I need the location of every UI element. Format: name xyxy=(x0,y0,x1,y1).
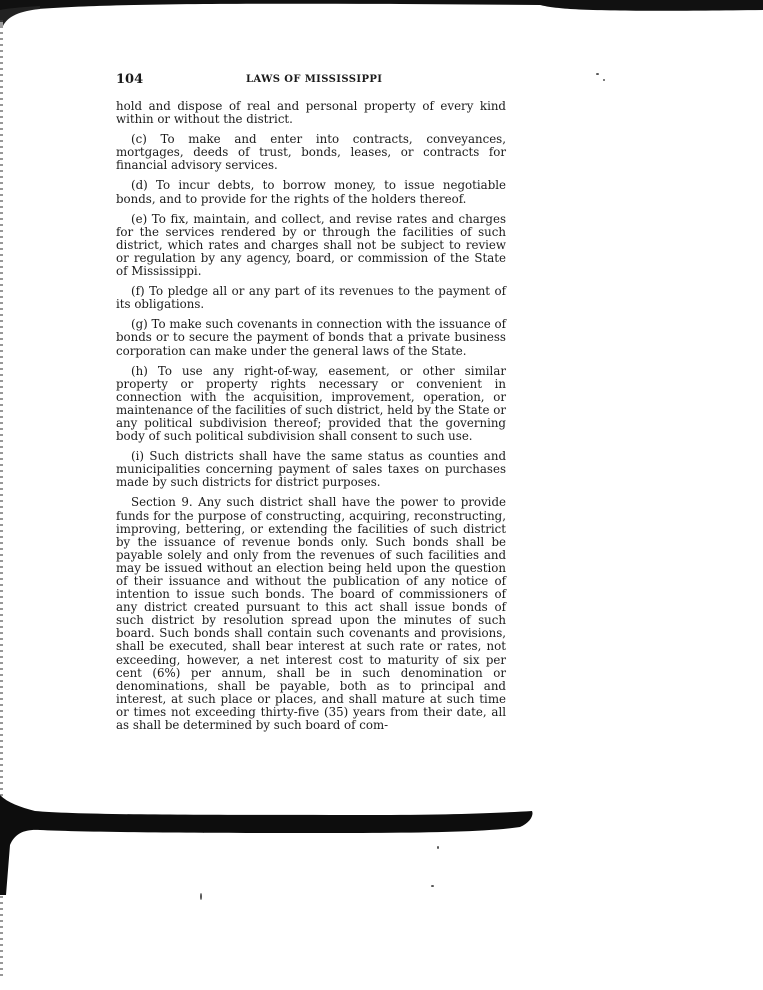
paragraph-section-9: Section 9. Any such district shall have the power to provide funds for the purpose of constructing, acquiring, reconstructing, improving, bettering, or extending the facilities of such district by the issuance of revenue bonds only. Such bonds shall be payable solely and only from the revenues of such facilities and may be issued without an election being held upon the question of their issuance and without the publication of any notice of intention to issue such bonds. The board of commissioners of any district created pursuant to this act shall issue bonds of such district by resolution spread upon the minutes of such board. Such bonds shall contain such covenants and provisions, shall be executed, shall bear interest at such rate or rates, not exceeding, however, a net interest cost to maturity of six per cent (6%) per annum, shall be in such denomination or denominations, shall be payable, both as to principal and interest, at such place or places, and shall mature at such time or times not exceeding thirty-five (35) years from their date, all as shall be determined by such board of com- xyxy=(116,495,506,733)
paragraph-i: (i) Such districts shall have the same status as counties and municipalities concerning payment of sales taxes on purchases made by such districts for district purposes. xyxy=(116,449,506,490)
scan-speck xyxy=(200,893,202,900)
running-head: LAWS OF MISSISSIPPI xyxy=(246,74,383,85)
scan-speck xyxy=(596,73,599,75)
paragraph-d: (d) To incur debts, to borrow money, to issue negotiable bonds, and to provide for the rights of the holders thereof. xyxy=(116,178,506,206)
paragraph-c: (c) To make and enter into contracts, conveyances, mortgages, deeds of trust, bonds, leases, or contracts for financial advisory services. xyxy=(116,132,506,173)
page-header xyxy=(116,72,506,90)
paragraph-f: (f) To pledge all or any part of its revenues to the payment of its obligations. xyxy=(116,284,506,312)
paragraph-continuation: hold and dispose of real and personal property of every kind within or without the district. xyxy=(116,99,506,127)
scan-top-edge-shadow xyxy=(0,0,763,26)
paragraph-g: (g) To make such covenants in connection with the issuance of bonds or to secure the payment of bonds that a private business corporation can make under the general laws of the State. xyxy=(116,317,506,358)
page-number: 104 xyxy=(116,72,144,87)
scan-speck xyxy=(437,846,439,849)
scan-speck xyxy=(431,885,434,887)
paragraph-h: (h) To use any right-of-way, easement, or other similar property or property rights necessary or convenient in connection with the acquisition, improvement, operation, or maintenance of the facilities of such district, held by the State or any political subdivision thereof; provided that the governing body of such political subdivision shall consent to such use. xyxy=(116,363,506,444)
scan-bottom-shadow xyxy=(0,785,540,895)
scan-speck xyxy=(603,79,605,81)
paragraph-e: (e) To fix, maintain, and collect, and revise rates and charges for the services rendered by or through the facilities of such district, which rates and charges shall not be subject to review or regulation by any agency, board, or commission of the State of Mississippi. xyxy=(116,211,506,279)
body-text xyxy=(116,100,506,739)
